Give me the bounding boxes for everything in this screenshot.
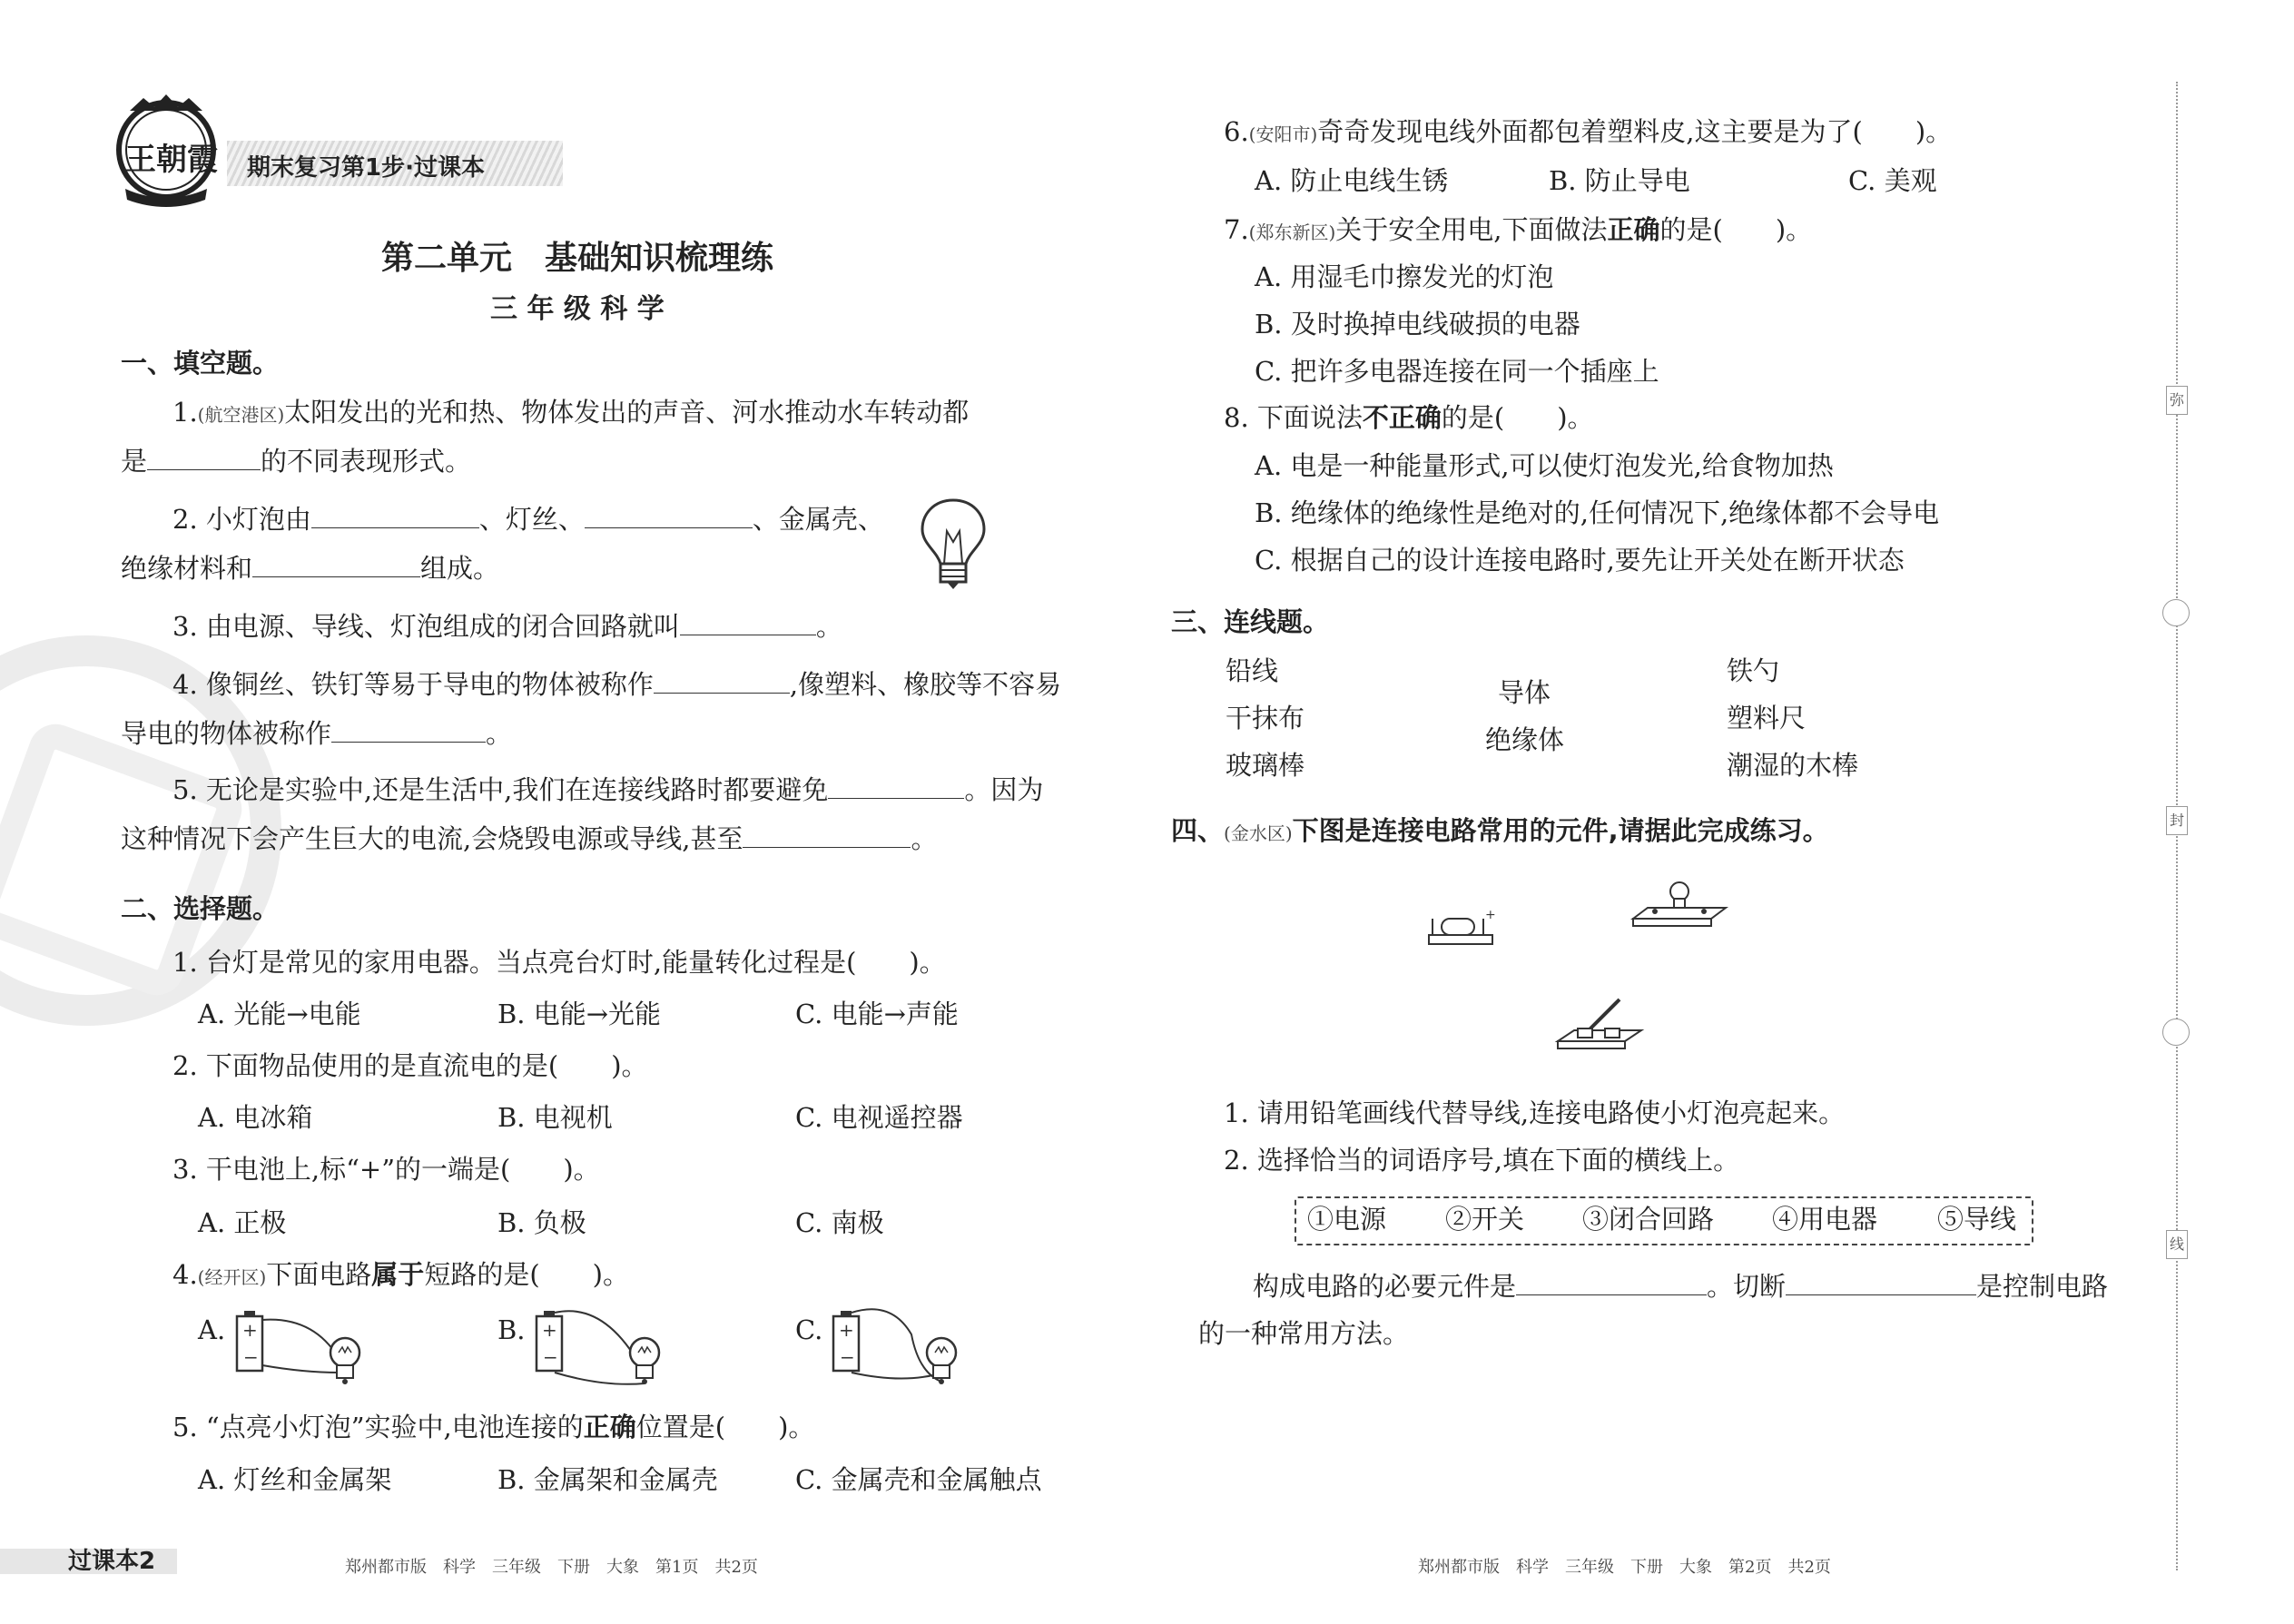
footer-page2: 郑州都市版 科学 三年级 下册 大象 第2页 共2页 bbox=[1418, 1558, 1831, 1577]
fill-q1-line1 bbox=[172, 397, 969, 430]
q-text: 构成电路的必要元件是 bbox=[1253, 1271, 1517, 1302]
match-middle-item[interactable]: 绝缘体 bbox=[1485, 724, 1565, 755]
choice-q6 bbox=[1224, 116, 1952, 150]
logo-text: 王朝霞 bbox=[125, 142, 218, 178]
region-tag: (安阳市) bbox=[1248, 123, 1318, 145]
q-text: 导电的物体被称作 bbox=[121, 718, 332, 749]
circuit-q3-line2: 的一种常用方法。 bbox=[1198, 1318, 1410, 1349]
option-b[interactable]: B. 及时换掉电线破损的电器 bbox=[1255, 309, 1580, 340]
option-c[interactable]: C. 把许多电器连接在同一个插座上 bbox=[1255, 356, 1659, 387]
answer-blank[interactable] bbox=[585, 504, 753, 528]
choice-q1: 1. 台灯是常见的家用电器。当点亮台灯时,能量转化过程是( )。 bbox=[172, 947, 946, 978]
option-a[interactable]: A. 正极 bbox=[198, 1207, 287, 1238]
section-text: 下图是连接电路常用的元件,请据此完成练习。 bbox=[1292, 815, 1829, 846]
option-c[interactable]: C. 美观 bbox=[1848, 165, 1937, 196]
option-a[interactable]: A. 光能→电能 bbox=[198, 999, 361, 1029]
q-text: 。切断 bbox=[1707, 1271, 1787, 1302]
q-emphasis: 属于 bbox=[371, 1259, 425, 1290]
choice-q5 bbox=[172, 1412, 814, 1442]
region-tag: (郑东新区) bbox=[1248, 221, 1336, 243]
word-choice[interactable]: ②开关 bbox=[1445, 1204, 1525, 1235]
option-c[interactable]: C. 南极 bbox=[795, 1207, 884, 1238]
section-choice-heading: 二、选择题。 bbox=[121, 893, 280, 924]
q-number: 7. bbox=[1224, 214, 1249, 245]
option-b[interactable]: B. 负极 bbox=[497, 1207, 586, 1238]
svg-text:−: − bbox=[543, 1346, 558, 1368]
q-text: 组成。 bbox=[420, 553, 500, 584]
q-text: 、金属壳、 bbox=[752, 504, 884, 535]
circuit-q3-line1 bbox=[1253, 1271, 2108, 1302]
page-subtitle: 三 年 级 科 学 bbox=[490, 293, 665, 325]
fill-q5-line1 bbox=[172, 774, 1043, 805]
q-text: ,像塑料、橡胶等不容易 bbox=[789, 669, 1062, 700]
match-left-item[interactable]: 铅线 bbox=[1226, 655, 1279, 686]
q-text: 下面电路 bbox=[266, 1259, 372, 1290]
answer-blank[interactable] bbox=[828, 774, 964, 799]
q-text: 关于安全用电,下面做法 bbox=[1335, 214, 1608, 245]
footer-page1: 郑州都市版 科学 三年级 下册 大象 第1页 共2页 bbox=[345, 1558, 758, 1577]
q-emphasis: 正确 bbox=[583, 1412, 636, 1442]
option-b[interactable]: B. bbox=[497, 1314, 526, 1345]
fold-circle bbox=[2162, 599, 2190, 626]
svg-text:−: − bbox=[840, 1346, 855, 1368]
option-c[interactable]: C. 金属壳和金属触点 bbox=[795, 1464, 1042, 1495]
answer-blank[interactable] bbox=[743, 823, 911, 848]
circuit-q2: 2. 选择恰当的词语序号,填在下面的横线上。 bbox=[1224, 1145, 1740, 1176]
choice-q8 bbox=[1224, 402, 1594, 433]
circuit-a-diagram bbox=[231, 1307, 368, 1393]
section-circuit-heading bbox=[1171, 815, 1829, 849]
fill-q1-line2 bbox=[121, 446, 471, 477]
q-number: 6. bbox=[1224, 116, 1249, 147]
q-text: 。 bbox=[911, 823, 938, 854]
q-text: 。 bbox=[486, 718, 513, 749]
footer-left-label: 过课本2 bbox=[68, 1548, 156, 1575]
match-right-item[interactable]: 塑料尺 bbox=[1727, 703, 1807, 733]
q-text: 的不同表现形式。 bbox=[261, 446, 472, 477]
svg-text:+: + bbox=[542, 1319, 557, 1341]
match-middle-item[interactable]: 导体 bbox=[1498, 677, 1551, 708]
answer-blank[interactable] bbox=[311, 504, 479, 528]
answer-blank[interactable] bbox=[680, 611, 816, 635]
fold-mark: 封 bbox=[2166, 806, 2188, 835]
battery-component[interactable] bbox=[1427, 906, 1500, 955]
q-text: 太阳发出的光和热、物体发出的声音、河水推动水车转动都 bbox=[284, 397, 970, 428]
q-text: 是控制电路 bbox=[1976, 1271, 2109, 1302]
option-a[interactable]: A. 电冰箱 bbox=[198, 1102, 313, 1133]
word-choice[interactable]: ⑤导线 bbox=[1937, 1204, 2017, 1235]
q-text: 的是( )。 bbox=[1659, 214, 1813, 245]
light-bulb-illustration bbox=[917, 495, 989, 598]
circuit-c-diagram bbox=[828, 1307, 964, 1393]
fold-circle bbox=[2162, 1019, 2190, 1046]
option-a[interactable]: A. 电是一种能量形式,可以使灯泡发光,给食物加热 bbox=[1255, 450, 1834, 481]
word-choice[interactable]: ④用电器 bbox=[1772, 1204, 1878, 1235]
option-a[interactable]: A. 防止电线生锈 bbox=[1255, 165, 1449, 196]
option-c[interactable]: C. bbox=[795, 1314, 823, 1345]
option-a[interactable]: A. 用湿毛巾擦发光的灯泡 bbox=[1255, 261, 1554, 292]
option-b[interactable]: B. 电视机 bbox=[497, 1102, 613, 1133]
svg-text:+: + bbox=[242, 1319, 258, 1341]
choice-q3: 3. 干电池上,标“+”的一端是( )。 bbox=[172, 1154, 600, 1185]
q-emphasis: 正确 bbox=[1607, 214, 1660, 245]
fold-mark: 弥 bbox=[2166, 386, 2188, 415]
circuit-b-diagram bbox=[531, 1307, 667, 1393]
q-text: 4. 像铜丝、铁钉等易于导电的物体被称作 bbox=[172, 669, 654, 700]
option-a[interactable]: A. 灯丝和金属架 bbox=[198, 1464, 392, 1495]
q-text: 、灯丝、 bbox=[478, 504, 585, 535]
match-left-item[interactable]: 玻璃棒 bbox=[1226, 750, 1305, 781]
q-text: 。因为 bbox=[964, 774, 1044, 805]
fill-q2-line1 bbox=[172, 504, 884, 535]
region-tag: (经开区) bbox=[197, 1266, 267, 1288]
option-a[interactable]: A. bbox=[198, 1314, 226, 1345]
fill-q4-line2 bbox=[121, 718, 512, 749]
section-fill-heading: 一、填空题。 bbox=[121, 348, 280, 379]
section-match-heading: 三、连线题。 bbox=[1171, 606, 1330, 637]
option-c[interactable]: C. 根据自己的设计连接电路时,要先让开关处在断开状态 bbox=[1255, 545, 1905, 576]
bulb-holder-component[interactable] bbox=[1629, 879, 1729, 937]
match-left-item[interactable]: 干抹布 bbox=[1226, 703, 1305, 733]
match-right-item[interactable]: 潮湿的木棒 bbox=[1727, 750, 1859, 781]
q-text: 8. 下面说法 bbox=[1224, 402, 1363, 433]
answer-blank[interactable] bbox=[1516, 1271, 1707, 1295]
choice-q7 bbox=[1224, 214, 1812, 248]
svg-text:+: + bbox=[1485, 908, 1496, 922]
header-banner-label: 期末复习第1步·过课本 bbox=[247, 154, 485, 182]
q-text: 5. “点亮小灯泡”实验中,电池连接的 bbox=[172, 1412, 584, 1442]
option-b[interactable]: B. 绝缘体的绝缘性是绝对的,任何情况下,绝缘体都不会导电 bbox=[1255, 497, 1940, 528]
answer-blank[interactable] bbox=[331, 718, 486, 743]
svg-text:+: + bbox=[839, 1319, 854, 1341]
answer-blank[interactable] bbox=[147, 446, 261, 470]
q-text: 奇奇发现电线外面都包着塑料皮,这主要是为了( )。 bbox=[1317, 116, 1953, 147]
fill-q3 bbox=[172, 611, 842, 642]
svg-text:−: − bbox=[243, 1346, 259, 1368]
answer-blank[interactable] bbox=[654, 669, 790, 694]
choice-q2: 2. 下面物品使用的是直流电的是( )。 bbox=[172, 1050, 648, 1081]
option-b[interactable]: B. 防止导电 bbox=[1549, 165, 1690, 196]
q-text: 5. 无论是实验中,还是生活中,我们在连接线路时都要避免 bbox=[172, 774, 829, 805]
fold-mark: 线 bbox=[2166, 1230, 2188, 1259]
q-text: 3. 由电源、导线、灯泡组成的闭合回路就叫 bbox=[172, 611, 680, 642]
section-number: 四、 bbox=[1171, 815, 1225, 846]
region-tag: (航空港区) bbox=[197, 404, 285, 426]
word-choice[interactable]: ③闭合回路 bbox=[1582, 1204, 1715, 1235]
region-tag: (金水区) bbox=[1224, 822, 1293, 844]
switch-component[interactable] bbox=[1554, 994, 1645, 1061]
q-text: 的是( )。 bbox=[1441, 402, 1594, 433]
word-choice[interactable]: ①电源 bbox=[1307, 1204, 1387, 1235]
q-emphasis: 不正确 bbox=[1362, 402, 1442, 433]
q-text: 2. 小灯泡由 bbox=[172, 504, 311, 535]
option-b[interactable]: B. 电能→光能 bbox=[497, 999, 662, 1029]
q-text: 是 bbox=[121, 446, 148, 477]
answer-blank[interactable] bbox=[1786, 1271, 1976, 1295]
q-text: 。 bbox=[815, 611, 842, 642]
circuit-q1: 1. 请用铅笔画线代替导线,连接电路使小灯泡亮起来。 bbox=[1224, 1097, 1846, 1128]
q-text: 绝缘材料和 bbox=[121, 553, 253, 584]
fill-q2-line2 bbox=[121, 553, 499, 584]
page-title: 第二单元 基础知识梳理练 bbox=[381, 240, 774, 277]
q-text: 这种情况下会产生巨大的电流,会烧毁电源或导线,甚至 bbox=[121, 823, 743, 854]
answer-blank[interactable] bbox=[252, 553, 420, 577]
option-c[interactable]: C. 电视遥控器 bbox=[795, 1102, 963, 1133]
q-number: 4. bbox=[172, 1259, 198, 1290]
fill-q4-line1 bbox=[172, 669, 1061, 700]
choice-q4 bbox=[172, 1259, 629, 1293]
option-c[interactable]: C. 电能→声能 bbox=[795, 999, 959, 1029]
q-number: 1. bbox=[172, 397, 198, 428]
q-text: 短路的是( )。 bbox=[424, 1259, 629, 1290]
q-text: 位置是( )。 bbox=[635, 1412, 815, 1442]
option-b[interactable]: B. 金属架和金属壳 bbox=[497, 1464, 718, 1495]
match-right-item[interactable]: 铁勺 bbox=[1727, 655, 1780, 686]
fill-q5-line2 bbox=[121, 823, 937, 854]
